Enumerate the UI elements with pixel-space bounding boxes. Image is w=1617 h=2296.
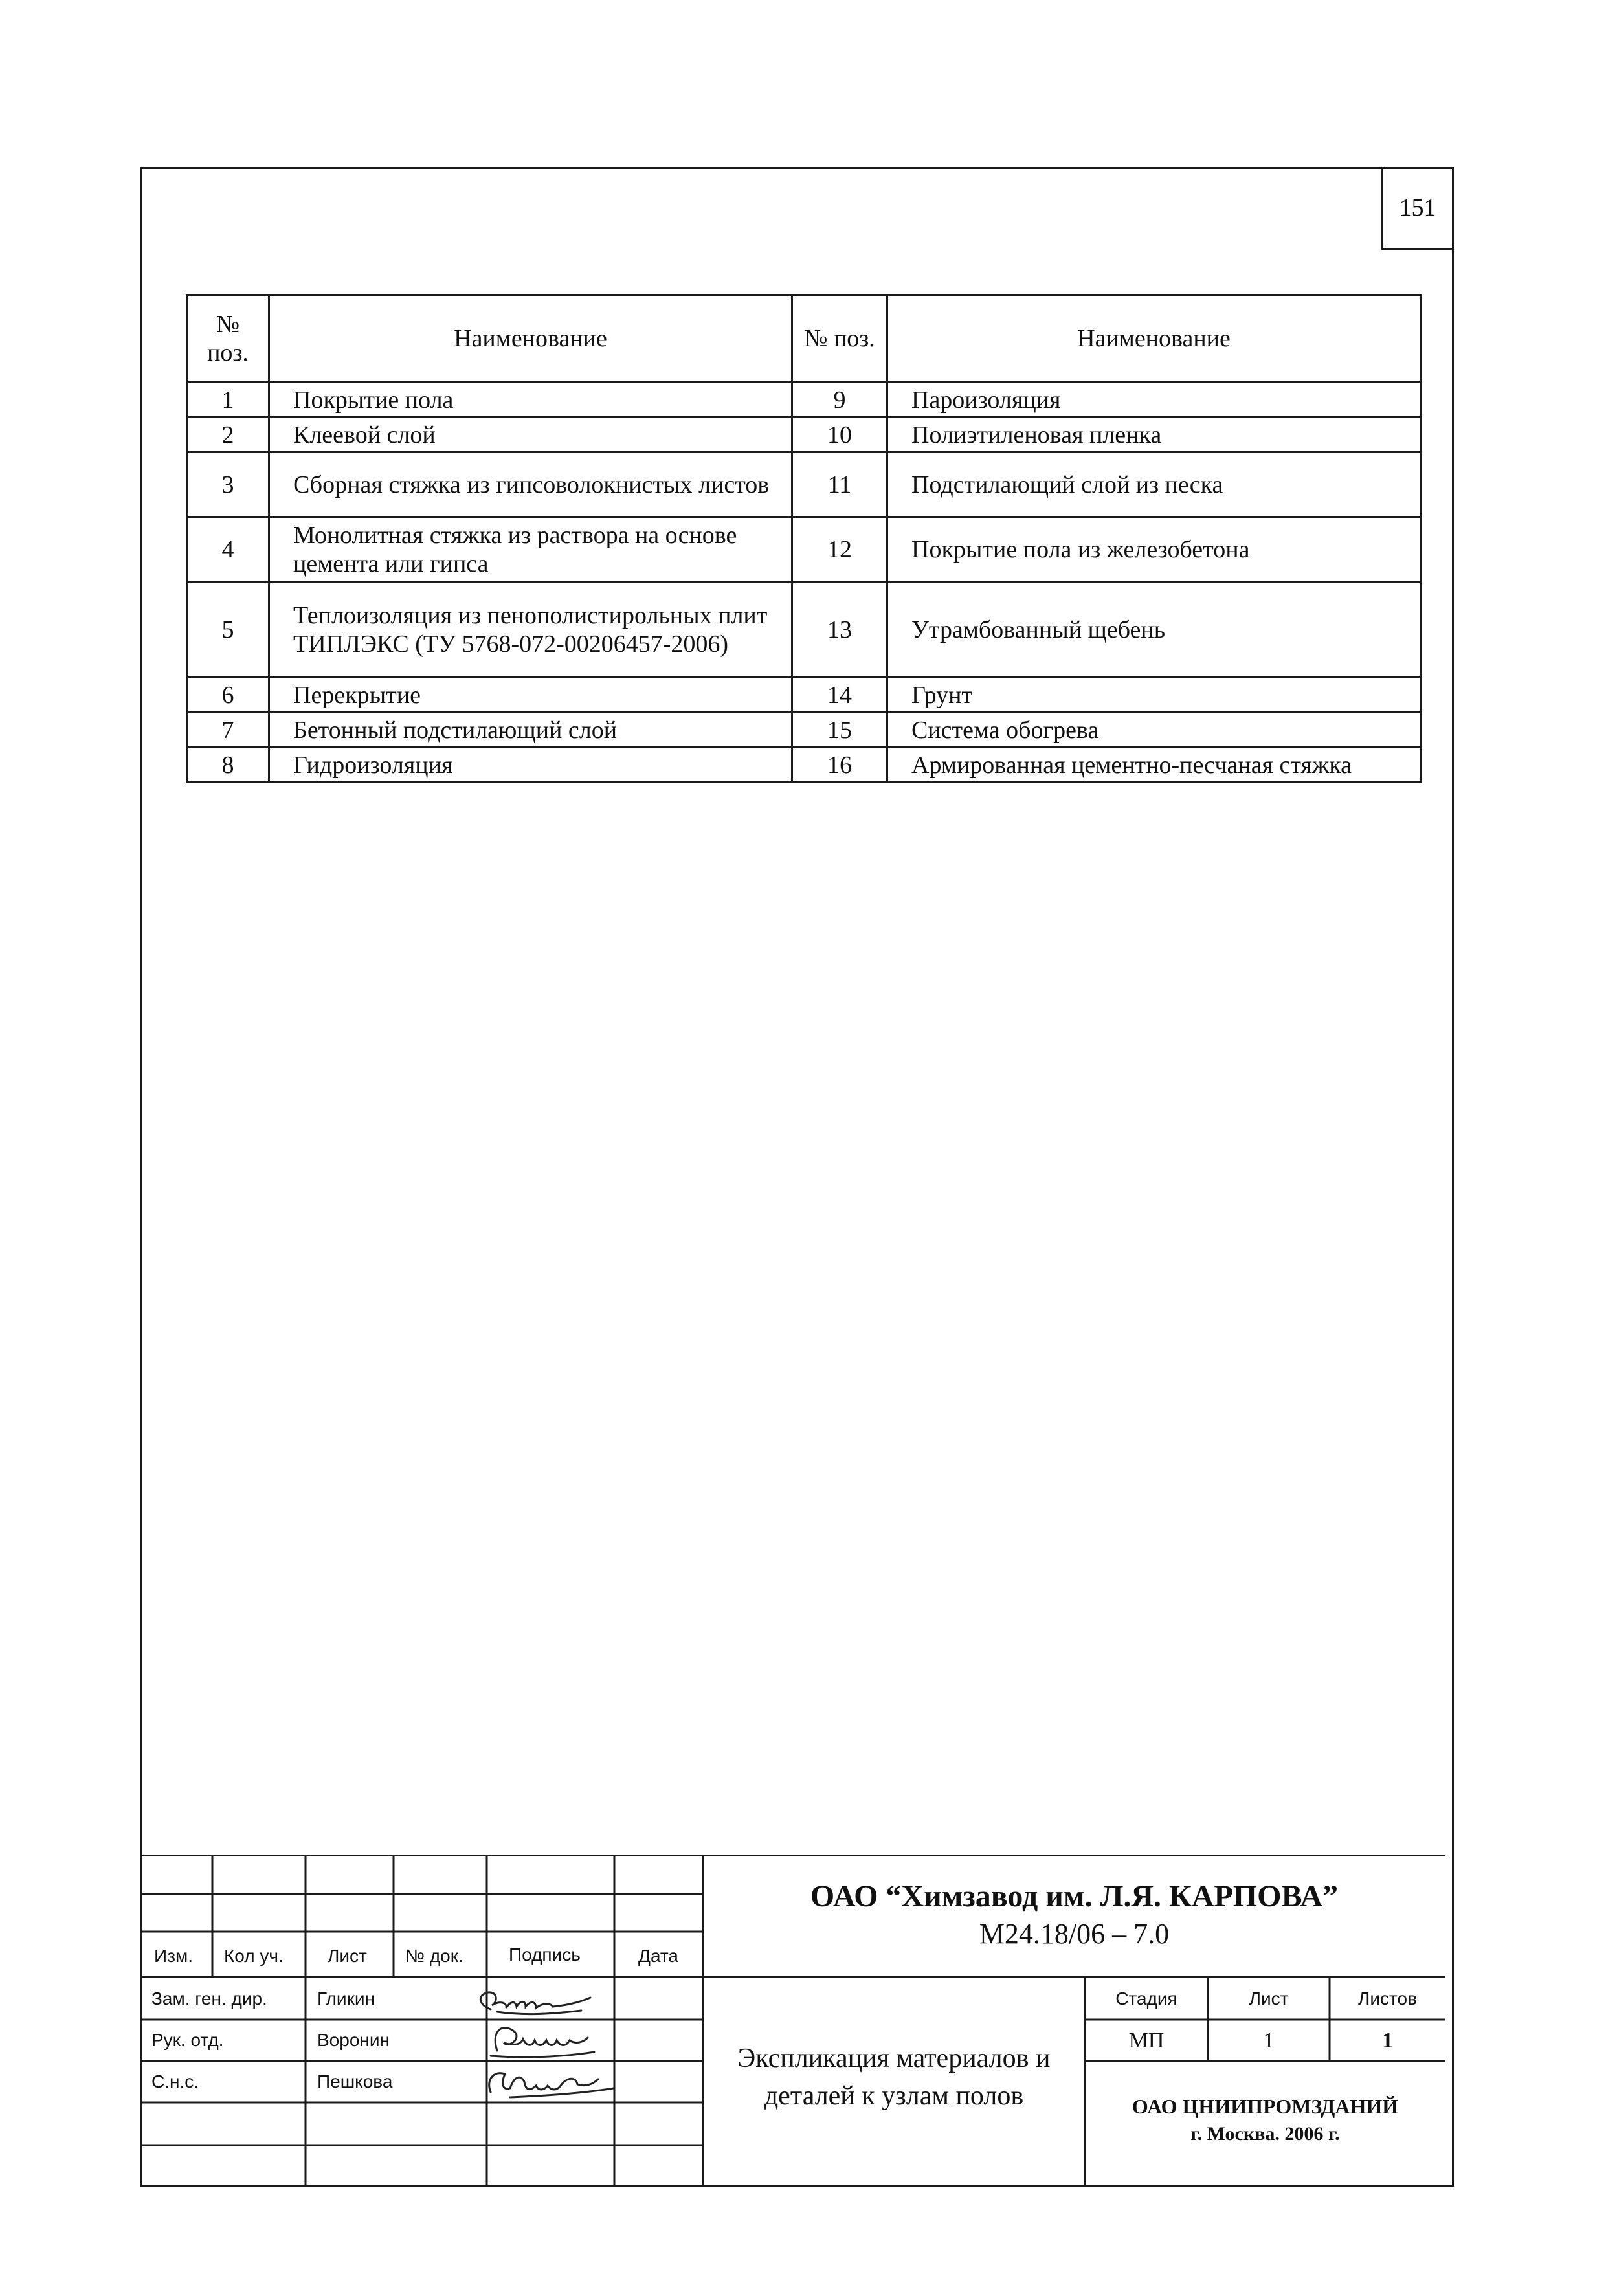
title-block (140, 1855, 1445, 2187)
table-row (187, 452, 1421, 517)
header-pos-number: № поз. (792, 295, 887, 383)
document-code: М24.18/06 – 7.0 (979, 1918, 1170, 1950)
material-name: Теплоизоляция из пенополистирольных плит ТИПЛЭКС (ТУ 5768-072-00206457-2006) (269, 582, 792, 678)
table-row (187, 582, 1421, 678)
document-title (703, 2040, 1085, 2115)
material-name: Пароизоляция (887, 383, 1421, 418)
material-name: Покрытие пола (269, 383, 792, 418)
col-list: Лист (328, 1946, 367, 1966)
col-date: Дата (638, 1946, 679, 1966)
material-name: Гидроизоляция (269, 748, 792, 783)
person-role: Зам. ген. дир. (151, 1989, 267, 2009)
material-name: Полиэтиленовая пленка (887, 418, 1421, 452)
position-number: 5 (187, 582, 269, 678)
header-pos-number: № поз. (187, 295, 269, 383)
person-name: Воронин (317, 2030, 390, 2050)
header-name: Наименование (269, 295, 792, 383)
material-name: Клеевой слой (269, 418, 792, 452)
sheets-label: Листов (1358, 1989, 1417, 2009)
table-row (187, 678, 1421, 713)
material-name: Бетонный подстилающий слой (269, 713, 792, 748)
table-row (187, 418, 1421, 452)
table-row (187, 713, 1421, 748)
col-kol-uch: Кол уч. (224, 1946, 284, 1966)
material-name: Утрамбованный щебень (887, 582, 1421, 678)
material-name: Армированная цементно-песчаная стяжка (887, 748, 1421, 783)
page-number: 151 (1381, 167, 1454, 250)
col-doc-number: № док. (405, 1946, 463, 1966)
sheet-label: Лист (1249, 1989, 1289, 2009)
position-number: 12 (792, 517, 887, 582)
position-number: 14 (792, 678, 887, 713)
position-number: 8 (187, 748, 269, 783)
position-number: 4 (187, 517, 269, 582)
material-name: Монолитная стяжка из раствора на основе цемента или гипса (269, 517, 792, 582)
material-name: Подстилающий слой из песка (887, 452, 1421, 517)
position-number: 2 (187, 418, 269, 452)
material-name: Грунт (887, 678, 1421, 713)
document-title-line: деталей к узлам полов (764, 2081, 1024, 2111)
document-title-line: Экспликация материалов и (737, 2044, 1051, 2073)
sheet-value: 1 (1263, 2029, 1275, 2053)
material-name: Система обогрева (887, 713, 1421, 748)
position-number: 10 (792, 418, 887, 452)
position-number: 11 (792, 452, 887, 517)
sheets-value: 1 (1382, 2029, 1393, 2053)
person-name: Гликин (317, 1989, 375, 2009)
position-number: 16 (792, 748, 887, 783)
position-number: 6 (187, 678, 269, 713)
city-year: г. Москва. 2006 г. (1190, 2123, 1340, 2145)
person-role: Рук. отд. (151, 2030, 224, 2050)
person-name: Пешкова (317, 2071, 393, 2091)
position-number: 3 (187, 452, 269, 517)
position-number: 7 (187, 713, 269, 748)
handwritten-signatures (471, 1978, 665, 2101)
person-role: С.н.с. (151, 2071, 199, 2091)
organization: ОАО “Химзавод им. Л.Я. КАРПОВА” (810, 1879, 1339, 1913)
table-header-row (187, 295, 1421, 383)
stage-value: МП (1128, 2029, 1165, 2053)
position-number: 13 (792, 582, 887, 678)
table-row (187, 383, 1421, 418)
table-row (187, 517, 1421, 582)
position-number: 15 (792, 713, 887, 748)
material-name: Перекрытие (269, 678, 792, 713)
explication-table (186, 294, 1422, 783)
header-name: Наименование (887, 295, 1421, 383)
table-row (187, 748, 1421, 783)
col-izm: Изм. (154, 1946, 193, 1966)
position-number: 9 (792, 383, 887, 418)
material-name: Сборная стяжка из гипсоволокнистых листов (269, 452, 792, 517)
company-name: ОАО ЦНИИПРОМЗДАНИЙ (1132, 2095, 1399, 2118)
stage-label: Стадия (1115, 1989, 1177, 2009)
col-signature: Подпись (509, 1945, 581, 1965)
material-name: Покрытие пола из железобетона (887, 517, 1421, 582)
position-number: 1 (187, 383, 269, 418)
